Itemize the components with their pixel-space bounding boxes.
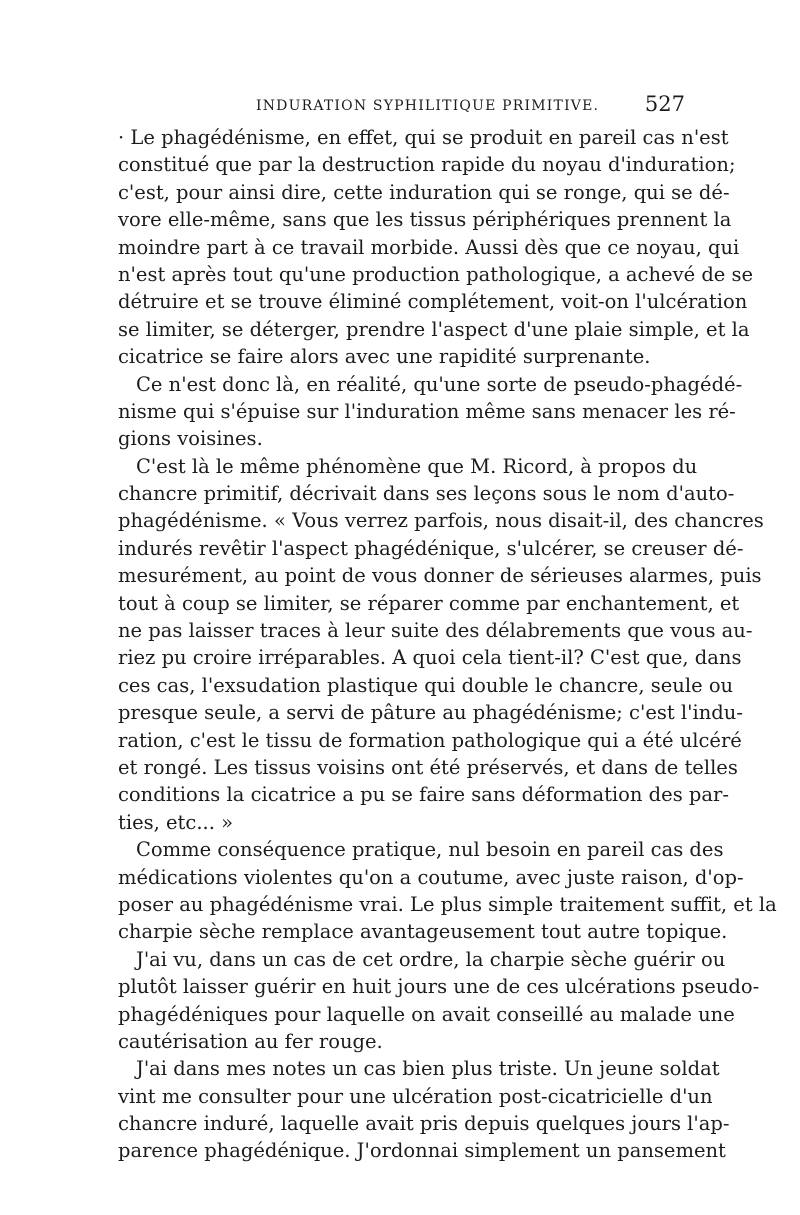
- text-line: conditions la cicatrice a pu se faire sans déformation des par-: [118, 783, 729, 807]
- text-line: c'est, pour ainsi dire, cette induration qui se ronge, qui se dé-: [118, 180, 730, 204]
- text-line: médications violentes qu'on a coutume, avec juste raison, d'op-: [118, 865, 744, 889]
- text-line: charpie sèche remplace avantageusement tout autre topique.: [118, 920, 728, 944]
- text-line: · Le phagédénisme, en effet, qui se produit en pareil cas n'est: [118, 126, 729, 149]
- text-line: Comme conséquence pratique, nul besoin en pareil cas des: [136, 838, 724, 862]
- text-line: riez pu croire irréparables. A quoi cela tient-il? C'est que, dans: [118, 646, 742, 670]
- text-line: mesurément, au point de vous donner de sérieuses alarmes, puis: [118, 564, 762, 588]
- running-head: [118, 92, 685, 118]
- text-line: chancre primitif, décrivait dans ses leçons sous le nom d'auto-: [118, 482, 735, 506]
- text-line: moindre part à ce travail morbide. Aussi dès que ce noyau, qui: [118, 235, 740, 259]
- text-line: indurés revêtir l'aspect phagédénique, s'ulcérer, se creuser dé-: [118, 536, 744, 560]
- text-line: se limiter, se déterger, prendre l'aspect d'une plaie simple, et la: [118, 317, 750, 341]
- text-line: phagédéniques pour laquelle on avait conseillé au malade une: [118, 1002, 735, 1026]
- page-number: 527: [644, 92, 685, 116]
- text-line: presque seule, a servi de pâture au phagédénisme; c'est l'indu-: [118, 701, 743, 725]
- text-line: n'est après tout qu'une production pathologique, a achevé de se: [118, 262, 754, 286]
- text-line: tout à coup se limiter, se réparer comme par enchantement, et: [118, 591, 740, 615]
- text-line: détruire et se trouve éliminé complétement, voit-on l'ulcération: [118, 290, 748, 314]
- text-line: poser au phagédénisme vrai. Le plus simple traitement suffit, et la: [118, 892, 777, 916]
- text-line: J'ai dans mes notes un cas bien plus triste. Un jeune soldat: [136, 1057, 720, 1081]
- text-line: J'ai vu, dans un cas de cet ordre, la charpie sèche guérir ou: [136, 947, 726, 971]
- text-line: ties, etc... »: [118, 810, 234, 834]
- text-line: C'est là le même phénomène que M. Ricord, à propos du: [136, 454, 698, 478]
- text-line: ration, c'est le tissu de formation pathologique qui a été ulcéré: [118, 728, 742, 752]
- text-line: vore elle-même, sans que les tissus périphériques prennent la: [118, 208, 732, 232]
- text-line: gions voisines.: [118, 427, 263, 451]
- text-line: cicatrice se faire alors avec une rapidité surprenante.: [118, 345, 651, 369]
- text-line: chancre induré, laquelle avait pris depuis quelques jours l'ap-: [118, 1112, 730, 1136]
- text-line: nisme qui s'épuise sur l'induration même sans menacer les ré-: [118, 399, 736, 423]
- text-line: phagédénisme. « Vous verrez parfois, nous disait-il, des chancres: [118, 509, 764, 533]
- text-line: Ce n'est donc là, en réalité, qu'une sorte de pseudo-phagédé-: [136, 372, 743, 396]
- text-line: ces cas, l'exsudation plastique qui double le chancre, seule ou: [118, 673, 734, 697]
- text-line: vint me consulter pour une ulcération post-cicatricielle d'un: [118, 1084, 713, 1108]
- text-line: cautérisation au fer rouge.: [118, 1029, 383, 1053]
- text-line: ne pas laisser traces à leur suite des délabrements que vous au-: [118, 619, 753, 643]
- running-title: INDURATION SYPHILITIQUE PRIMITIVE.: [256, 98, 600, 114]
- text-line: constitué que par la destruction rapide du noyau d'induration;: [118, 153, 736, 177]
- text-line: plutôt laisser guérir en huit jours une de ces ulcérations pseudo-: [118, 975, 760, 999]
- text-line: et rongé. Les tissus voisins ont été préservés, et dans de telles: [118, 755, 738, 779]
- body-text: [118, 124, 777, 1165]
- text-line: parence phagédénique. J'ordonnai simplement un pansement: [118, 1139, 726, 1163]
